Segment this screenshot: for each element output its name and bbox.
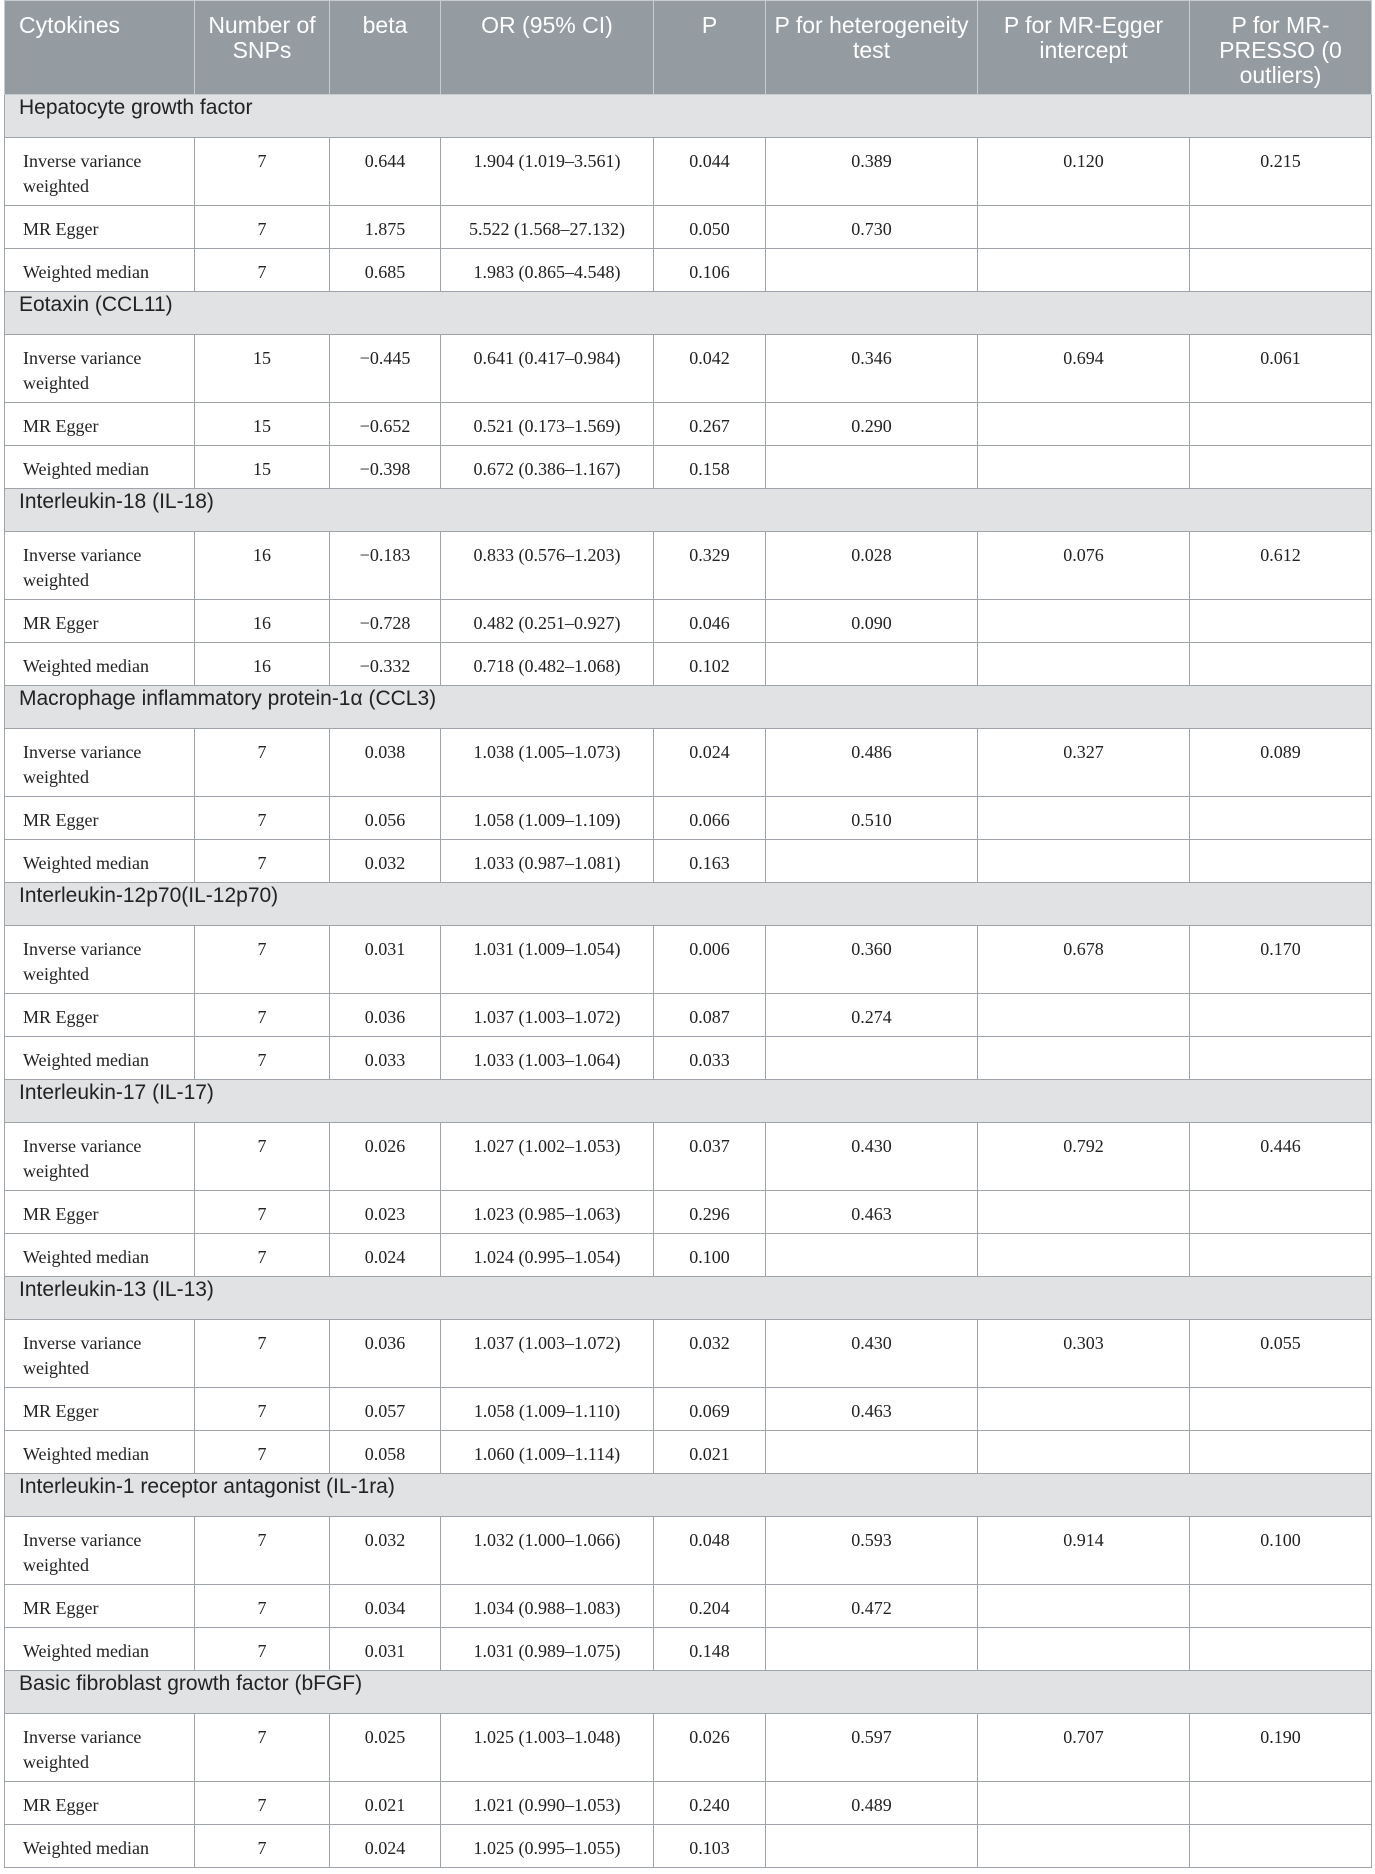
p-heterogeneity-cell — [766, 1628, 978, 1671]
p-presso-cell: 0.612 — [1190, 532, 1372, 600]
table-row — [5, 1517, 1372, 1585]
method-cell: Weighted median — [5, 1825, 195, 1868]
p-presso-cell — [1190, 1234, 1372, 1277]
beta-cell: 0.036 — [330, 994, 441, 1037]
method-cell: Weighted median — [5, 1037, 195, 1080]
or-ci-cell: 1.058 (1.009–1.109) — [441, 797, 654, 840]
cytokine-group-title: Interleukin-17 (IL-17) — [5, 1080, 1372, 1123]
cytokine-group-title: Hepatocyte growth factor — [5, 95, 1372, 138]
p-egger-intercept-cell — [978, 643, 1190, 686]
cytokine-group-title: Interleukin-13 (IL-13) — [5, 1277, 1372, 1320]
p-heterogeneity-cell: 0.486 — [766, 729, 978, 797]
table-row — [5, 729, 1372, 797]
beta-cell: 0.032 — [330, 1517, 441, 1585]
p-heterogeneity-cell — [766, 1234, 978, 1277]
snps-cell: 7 — [195, 249, 330, 292]
table-row — [5, 1191, 1372, 1234]
p-presso-cell — [1190, 994, 1372, 1037]
or-ci-cell: 1.025 (0.995–1.055) — [441, 1825, 654, 1868]
table-row — [5, 249, 1372, 292]
p-heterogeneity-cell: 0.389 — [766, 138, 978, 206]
cytokine-group-title: Interleukin-1 receptor antagonist (IL-1ra) — [5, 1474, 1372, 1517]
p-value-cell: 0.006 — [654, 926, 766, 994]
beta-cell: −0.728 — [330, 600, 441, 643]
table-row — [5, 600, 1372, 643]
table-row — [5, 138, 1372, 206]
p-heterogeneity-cell — [766, 1431, 978, 1474]
p-value-cell: 0.032 — [654, 1320, 766, 1388]
table-row — [5, 994, 1372, 1037]
method-cell: Weighted median — [5, 840, 195, 883]
p-value-cell: 0.148 — [654, 1628, 766, 1671]
or-ci-cell: 1.023 (0.985–1.063) — [441, 1191, 654, 1234]
p-egger-intercept-cell: 0.707 — [978, 1714, 1190, 1782]
table-row — [5, 1585, 1372, 1628]
snps-cell: 7 — [195, 1191, 330, 1234]
snps-cell: 7 — [195, 1825, 330, 1868]
p-presso-cell — [1190, 249, 1372, 292]
or-ci-cell: 1.058 (1.009–1.110) — [441, 1388, 654, 1431]
table-row — [5, 1037, 1372, 1080]
p-value-cell: 0.329 — [654, 532, 766, 600]
table-row — [5, 840, 1372, 883]
method-cell: Weighted median — [5, 643, 195, 686]
method-cell: MR Egger — [5, 1782, 195, 1825]
method-cell: Inverse variance weighted — [5, 1714, 195, 1782]
cytokine-group-row — [5, 95, 1372, 138]
p-presso-cell — [1190, 206, 1372, 249]
method-cell: MR Egger — [5, 994, 195, 1037]
p-presso-cell — [1190, 403, 1372, 446]
p-presso-cell — [1190, 1825, 1372, 1868]
cytokine-group-title: Macrophage inflammatory protein-1α (CCL3) — [5, 686, 1372, 729]
snps-cell: 16 — [195, 532, 330, 600]
p-value-cell: 0.033 — [654, 1037, 766, 1080]
snps-cell: 7 — [195, 1320, 330, 1388]
or-ci-cell: 0.718 (0.482–1.068) — [441, 643, 654, 686]
p-value-cell: 0.046 — [654, 600, 766, 643]
p-heterogeneity-cell — [766, 643, 978, 686]
beta-cell: 0.057 — [330, 1388, 441, 1431]
or-ci-cell: 1.034 (0.988–1.083) — [441, 1585, 654, 1628]
p-heterogeneity-cell: 0.346 — [766, 335, 978, 403]
method-cell: MR Egger — [5, 206, 195, 249]
p-heterogeneity-cell: 0.730 — [766, 206, 978, 249]
method-cell: Inverse variance weighted — [5, 1517, 195, 1585]
p-value-cell: 0.044 — [654, 138, 766, 206]
snps-cell: 7 — [195, 1037, 330, 1080]
method-cell: MR Egger — [5, 403, 195, 446]
or-ci-cell: 1.025 (1.003–1.048) — [441, 1714, 654, 1782]
or-ci-cell: 1.031 (0.989–1.075) — [441, 1628, 654, 1671]
p-heterogeneity-cell: 0.597 — [766, 1714, 978, 1782]
table-row — [5, 926, 1372, 994]
p-value-cell: 0.163 — [654, 840, 766, 883]
method-cell: Inverse variance weighted — [5, 1123, 195, 1191]
p-presso-cell — [1190, 840, 1372, 883]
p-egger-intercept-cell: 0.120 — [978, 138, 1190, 206]
p-presso-cell: 0.089 — [1190, 729, 1372, 797]
p-egger-intercept-cell — [978, 249, 1190, 292]
p-egger-intercept-cell — [978, 1431, 1190, 1474]
p-value-cell: 0.037 — [654, 1123, 766, 1191]
cytokine-group-row — [5, 292, 1372, 335]
p-heterogeneity-cell: 0.360 — [766, 926, 978, 994]
snps-cell: 7 — [195, 1628, 330, 1671]
method-cell: MR Egger — [5, 797, 195, 840]
beta-cell: 0.026 — [330, 1123, 441, 1191]
or-ci-cell: 5.522 (1.568–27.132) — [441, 206, 654, 249]
p-egger-intercept-cell — [978, 797, 1190, 840]
snps-cell: 7 — [195, 1714, 330, 1782]
beta-cell: 1.875 — [330, 206, 441, 249]
snps-cell: 7 — [195, 840, 330, 883]
p-heterogeneity-cell: 0.510 — [766, 797, 978, 840]
beta-cell: 0.024 — [330, 1825, 441, 1868]
p-egger-intercept-cell — [978, 840, 1190, 883]
p-presso-cell — [1190, 643, 1372, 686]
p-heterogeneity-cell: 0.463 — [766, 1388, 978, 1431]
table-row — [5, 1825, 1372, 1868]
cytokine-group-title: Basic fibroblast growth factor (bFGF) — [5, 1671, 1372, 1714]
cytokine-group-row — [5, 883, 1372, 926]
snps-cell: 15 — [195, 446, 330, 489]
p-egger-intercept-cell: 0.678 — [978, 926, 1190, 994]
p-egger-intercept-cell — [978, 600, 1190, 643]
or-ci-cell: 1.037 (1.003–1.072) — [441, 1320, 654, 1388]
p-heterogeneity-cell: 0.290 — [766, 403, 978, 446]
p-value-cell: 0.100 — [654, 1234, 766, 1277]
p-egger-intercept-cell — [978, 446, 1190, 489]
p-presso-cell — [1190, 1782, 1372, 1825]
header-or-ci: OR (95% CI) — [441, 1, 654, 95]
p-egger-intercept-cell: 0.076 — [978, 532, 1190, 600]
cytokine-group-row — [5, 1080, 1372, 1123]
table-row — [5, 403, 1372, 446]
p-presso-cell — [1190, 600, 1372, 643]
beta-cell: 0.058 — [330, 1431, 441, 1474]
p-presso-cell: 0.100 — [1190, 1517, 1372, 1585]
snps-cell: 7 — [195, 1517, 330, 1585]
p-value-cell: 0.158 — [654, 446, 766, 489]
p-value-cell: 0.103 — [654, 1825, 766, 1868]
p-egger-intercept-cell — [978, 403, 1190, 446]
beta-cell: 0.033 — [330, 1037, 441, 1080]
p-heterogeneity-cell — [766, 249, 978, 292]
p-presso-cell — [1190, 1388, 1372, 1431]
method-cell: Inverse variance weighted — [5, 532, 195, 600]
p-presso-cell — [1190, 446, 1372, 489]
or-ci-cell: 1.060 (1.009–1.114) — [441, 1431, 654, 1474]
beta-cell: 0.038 — [330, 729, 441, 797]
table-row — [5, 1234, 1372, 1277]
p-egger-intercept-cell: 0.303 — [978, 1320, 1190, 1388]
or-ci-cell: 0.521 (0.173–1.569) — [441, 403, 654, 446]
p-value-cell: 0.021 — [654, 1431, 766, 1474]
p-presso-cell — [1190, 1037, 1372, 1080]
snps-cell: 16 — [195, 643, 330, 686]
p-presso-cell: 0.055 — [1190, 1320, 1372, 1388]
header-p: P — [654, 1, 766, 95]
p-egger-intercept-cell — [978, 994, 1190, 1037]
or-ci-cell: 1.024 (0.995–1.054) — [441, 1234, 654, 1277]
table-row — [5, 1431, 1372, 1474]
snps-cell: 15 — [195, 403, 330, 446]
or-ci-cell: 1.027 (1.002–1.053) — [441, 1123, 654, 1191]
cytokine-group-row — [5, 1277, 1372, 1320]
p-value-cell: 0.240 — [654, 1782, 766, 1825]
p-presso-cell: 0.446 — [1190, 1123, 1372, 1191]
p-heterogeneity-cell: 0.274 — [766, 994, 978, 1037]
method-cell: Inverse variance weighted — [5, 1320, 195, 1388]
p-heterogeneity-cell — [766, 1825, 978, 1868]
snps-cell: 7 — [195, 1782, 330, 1825]
p-value-cell: 0.048 — [654, 1517, 766, 1585]
p-presso-cell: 0.061 — [1190, 335, 1372, 403]
or-ci-cell: 1.033 (0.987–1.081) — [441, 840, 654, 883]
p-presso-cell — [1190, 1431, 1372, 1474]
snps-cell: 7 — [195, 1234, 330, 1277]
beta-cell: 0.021 — [330, 1782, 441, 1825]
p-presso-cell: 0.170 — [1190, 926, 1372, 994]
p-presso-cell: 0.215 — [1190, 138, 1372, 206]
p-heterogeneity-cell: 0.472 — [766, 1585, 978, 1628]
table-row — [5, 446, 1372, 489]
snps-cell: 7 — [195, 797, 330, 840]
p-presso-cell — [1190, 1191, 1372, 1234]
p-value-cell: 0.087 — [654, 994, 766, 1037]
p-egger-intercept-cell — [978, 1782, 1190, 1825]
header-cytokines: Cytokines — [5, 1, 195, 95]
p-heterogeneity-cell — [766, 446, 978, 489]
beta-cell: 0.031 — [330, 1628, 441, 1671]
method-cell: Weighted median — [5, 1431, 195, 1474]
header-row — [5, 1, 1372, 95]
cytokine-group-row — [5, 1474, 1372, 1517]
table-row — [5, 335, 1372, 403]
cytokine-group-row — [5, 1671, 1372, 1714]
method-cell: Inverse variance weighted — [5, 335, 195, 403]
cytokine-group-row — [5, 686, 1372, 729]
p-egger-intercept-cell — [978, 206, 1190, 249]
method-cell: Inverse variance weighted — [5, 729, 195, 797]
method-cell: Weighted median — [5, 446, 195, 489]
header-p-mr-egger-intercept: P for MR-Egger intercept — [978, 1, 1190, 95]
or-ci-cell: 0.833 (0.576–1.203) — [441, 532, 654, 600]
table-row — [5, 643, 1372, 686]
p-egger-intercept-cell — [978, 1037, 1190, 1080]
method-cell: MR Egger — [5, 1585, 195, 1628]
or-ci-cell: 1.031 (1.009–1.054) — [441, 926, 654, 994]
beta-cell: 0.036 — [330, 1320, 441, 1388]
p-egger-intercept-cell: 0.327 — [978, 729, 1190, 797]
p-egger-intercept-cell — [978, 1388, 1190, 1431]
cytokine-group-title: Interleukin-18 (IL-18) — [5, 489, 1372, 532]
cytokine-group-title: Interleukin-12p70(IL-12p70) — [5, 883, 1372, 926]
p-presso-cell: 0.190 — [1190, 1714, 1372, 1782]
p-value-cell: 0.102 — [654, 643, 766, 686]
header-number-of-snps: Number of SNPs — [195, 1, 330, 95]
beta-cell: 0.032 — [330, 840, 441, 883]
or-ci-cell: 0.672 (0.386–1.167) — [441, 446, 654, 489]
p-heterogeneity-cell: 0.430 — [766, 1123, 978, 1191]
p-egger-intercept-cell — [978, 1585, 1190, 1628]
or-ci-cell: 1.904 (1.019–3.561) — [441, 138, 654, 206]
method-cell: MR Egger — [5, 600, 195, 643]
table-row — [5, 1388, 1372, 1431]
p-value-cell: 0.066 — [654, 797, 766, 840]
p-egger-intercept-cell — [978, 1628, 1190, 1671]
snps-cell: 15 — [195, 335, 330, 403]
beta-cell: −0.183 — [330, 532, 441, 600]
beta-cell: −0.652 — [330, 403, 441, 446]
table-row — [5, 1123, 1372, 1191]
mr-results-table — [4, 0, 1372, 1868]
or-ci-cell: 1.021 (0.990–1.053) — [441, 1782, 654, 1825]
snps-cell: 16 — [195, 600, 330, 643]
table-row — [5, 532, 1372, 600]
beta-cell: −0.398 — [330, 446, 441, 489]
p-egger-intercept-cell — [978, 1191, 1190, 1234]
p-value-cell: 0.106 — [654, 249, 766, 292]
table-header — [5, 1, 1372, 95]
beta-cell: −0.445 — [330, 335, 441, 403]
p-presso-cell — [1190, 1628, 1372, 1671]
method-cell: Inverse variance weighted — [5, 138, 195, 206]
p-egger-intercept-cell: 0.694 — [978, 335, 1190, 403]
method-cell: MR Egger — [5, 1388, 195, 1431]
method-cell: Weighted median — [5, 1628, 195, 1671]
p-heterogeneity-cell: 0.489 — [766, 1782, 978, 1825]
p-egger-intercept-cell: 0.914 — [978, 1517, 1190, 1585]
header-beta: beta — [330, 1, 441, 95]
snps-cell: 7 — [195, 1388, 330, 1431]
beta-cell: −0.332 — [330, 643, 441, 686]
p-value-cell: 0.296 — [654, 1191, 766, 1234]
beta-cell: 0.025 — [330, 1714, 441, 1782]
p-egger-intercept-cell — [978, 1234, 1190, 1277]
p-heterogeneity-cell: 0.463 — [766, 1191, 978, 1234]
table-row — [5, 1782, 1372, 1825]
p-heterogeneity-cell: 0.430 — [766, 1320, 978, 1388]
beta-cell: 0.031 — [330, 926, 441, 994]
snps-cell: 7 — [195, 1431, 330, 1474]
table-row — [5, 206, 1372, 249]
table-body — [5, 95, 1372, 1868]
beta-cell: 0.644 — [330, 138, 441, 206]
p-heterogeneity-cell: 0.593 — [766, 1517, 978, 1585]
snps-cell: 7 — [195, 994, 330, 1037]
p-heterogeneity-cell: 0.090 — [766, 600, 978, 643]
table-row — [5, 797, 1372, 840]
p-value-cell: 0.026 — [654, 1714, 766, 1782]
or-ci-cell: 0.482 (0.251–0.927) — [441, 600, 654, 643]
p-heterogeneity-cell — [766, 1037, 978, 1080]
snps-cell: 7 — [195, 1123, 330, 1191]
or-ci-cell: 1.983 (0.865–4.548) — [441, 249, 654, 292]
method-cell: Inverse variance weighted — [5, 926, 195, 994]
snps-cell: 7 — [195, 926, 330, 994]
cytokine-group-title: Eotaxin (CCL11) — [5, 292, 1372, 335]
p-value-cell: 0.204 — [654, 1585, 766, 1628]
p-value-cell: 0.267 — [654, 403, 766, 446]
p-value-cell: 0.042 — [654, 335, 766, 403]
or-ci-cell: 0.641 (0.417–0.984) — [441, 335, 654, 403]
p-heterogeneity-cell — [766, 840, 978, 883]
p-egger-intercept-cell — [978, 1825, 1190, 1868]
table-row — [5, 1320, 1372, 1388]
beta-cell: 0.056 — [330, 797, 441, 840]
p-value-cell: 0.050 — [654, 206, 766, 249]
method-cell: Weighted median — [5, 249, 195, 292]
snps-cell: 7 — [195, 206, 330, 249]
beta-cell: 0.685 — [330, 249, 441, 292]
cytokine-group-row — [5, 489, 1372, 532]
p-presso-cell — [1190, 1585, 1372, 1628]
beta-cell: 0.024 — [330, 1234, 441, 1277]
header-p-mr-presso: P for MR-PRESSO (0 outliers) — [1190, 1, 1372, 95]
snps-cell: 7 — [195, 138, 330, 206]
method-cell: MR Egger — [5, 1191, 195, 1234]
or-ci-cell: 1.037 (1.003–1.072) — [441, 994, 654, 1037]
table-row — [5, 1628, 1372, 1671]
or-ci-cell: 1.038 (1.005–1.073) — [441, 729, 654, 797]
p-egger-intercept-cell: 0.792 — [978, 1123, 1190, 1191]
p-presso-cell — [1190, 797, 1372, 840]
table-row — [5, 1714, 1372, 1782]
header-p-heterogeneity: P for heterogeneity test — [766, 1, 978, 95]
beta-cell: 0.034 — [330, 1585, 441, 1628]
method-cell: Weighted median — [5, 1234, 195, 1277]
p-heterogeneity-cell: 0.028 — [766, 532, 978, 600]
or-ci-cell: 1.032 (1.000–1.066) — [441, 1517, 654, 1585]
snps-cell: 7 — [195, 729, 330, 797]
snps-cell: 7 — [195, 1585, 330, 1628]
beta-cell: 0.023 — [330, 1191, 441, 1234]
or-ci-cell: 1.033 (1.003–1.064) — [441, 1037, 654, 1080]
p-value-cell: 0.024 — [654, 729, 766, 797]
p-value-cell: 0.069 — [654, 1388, 766, 1431]
